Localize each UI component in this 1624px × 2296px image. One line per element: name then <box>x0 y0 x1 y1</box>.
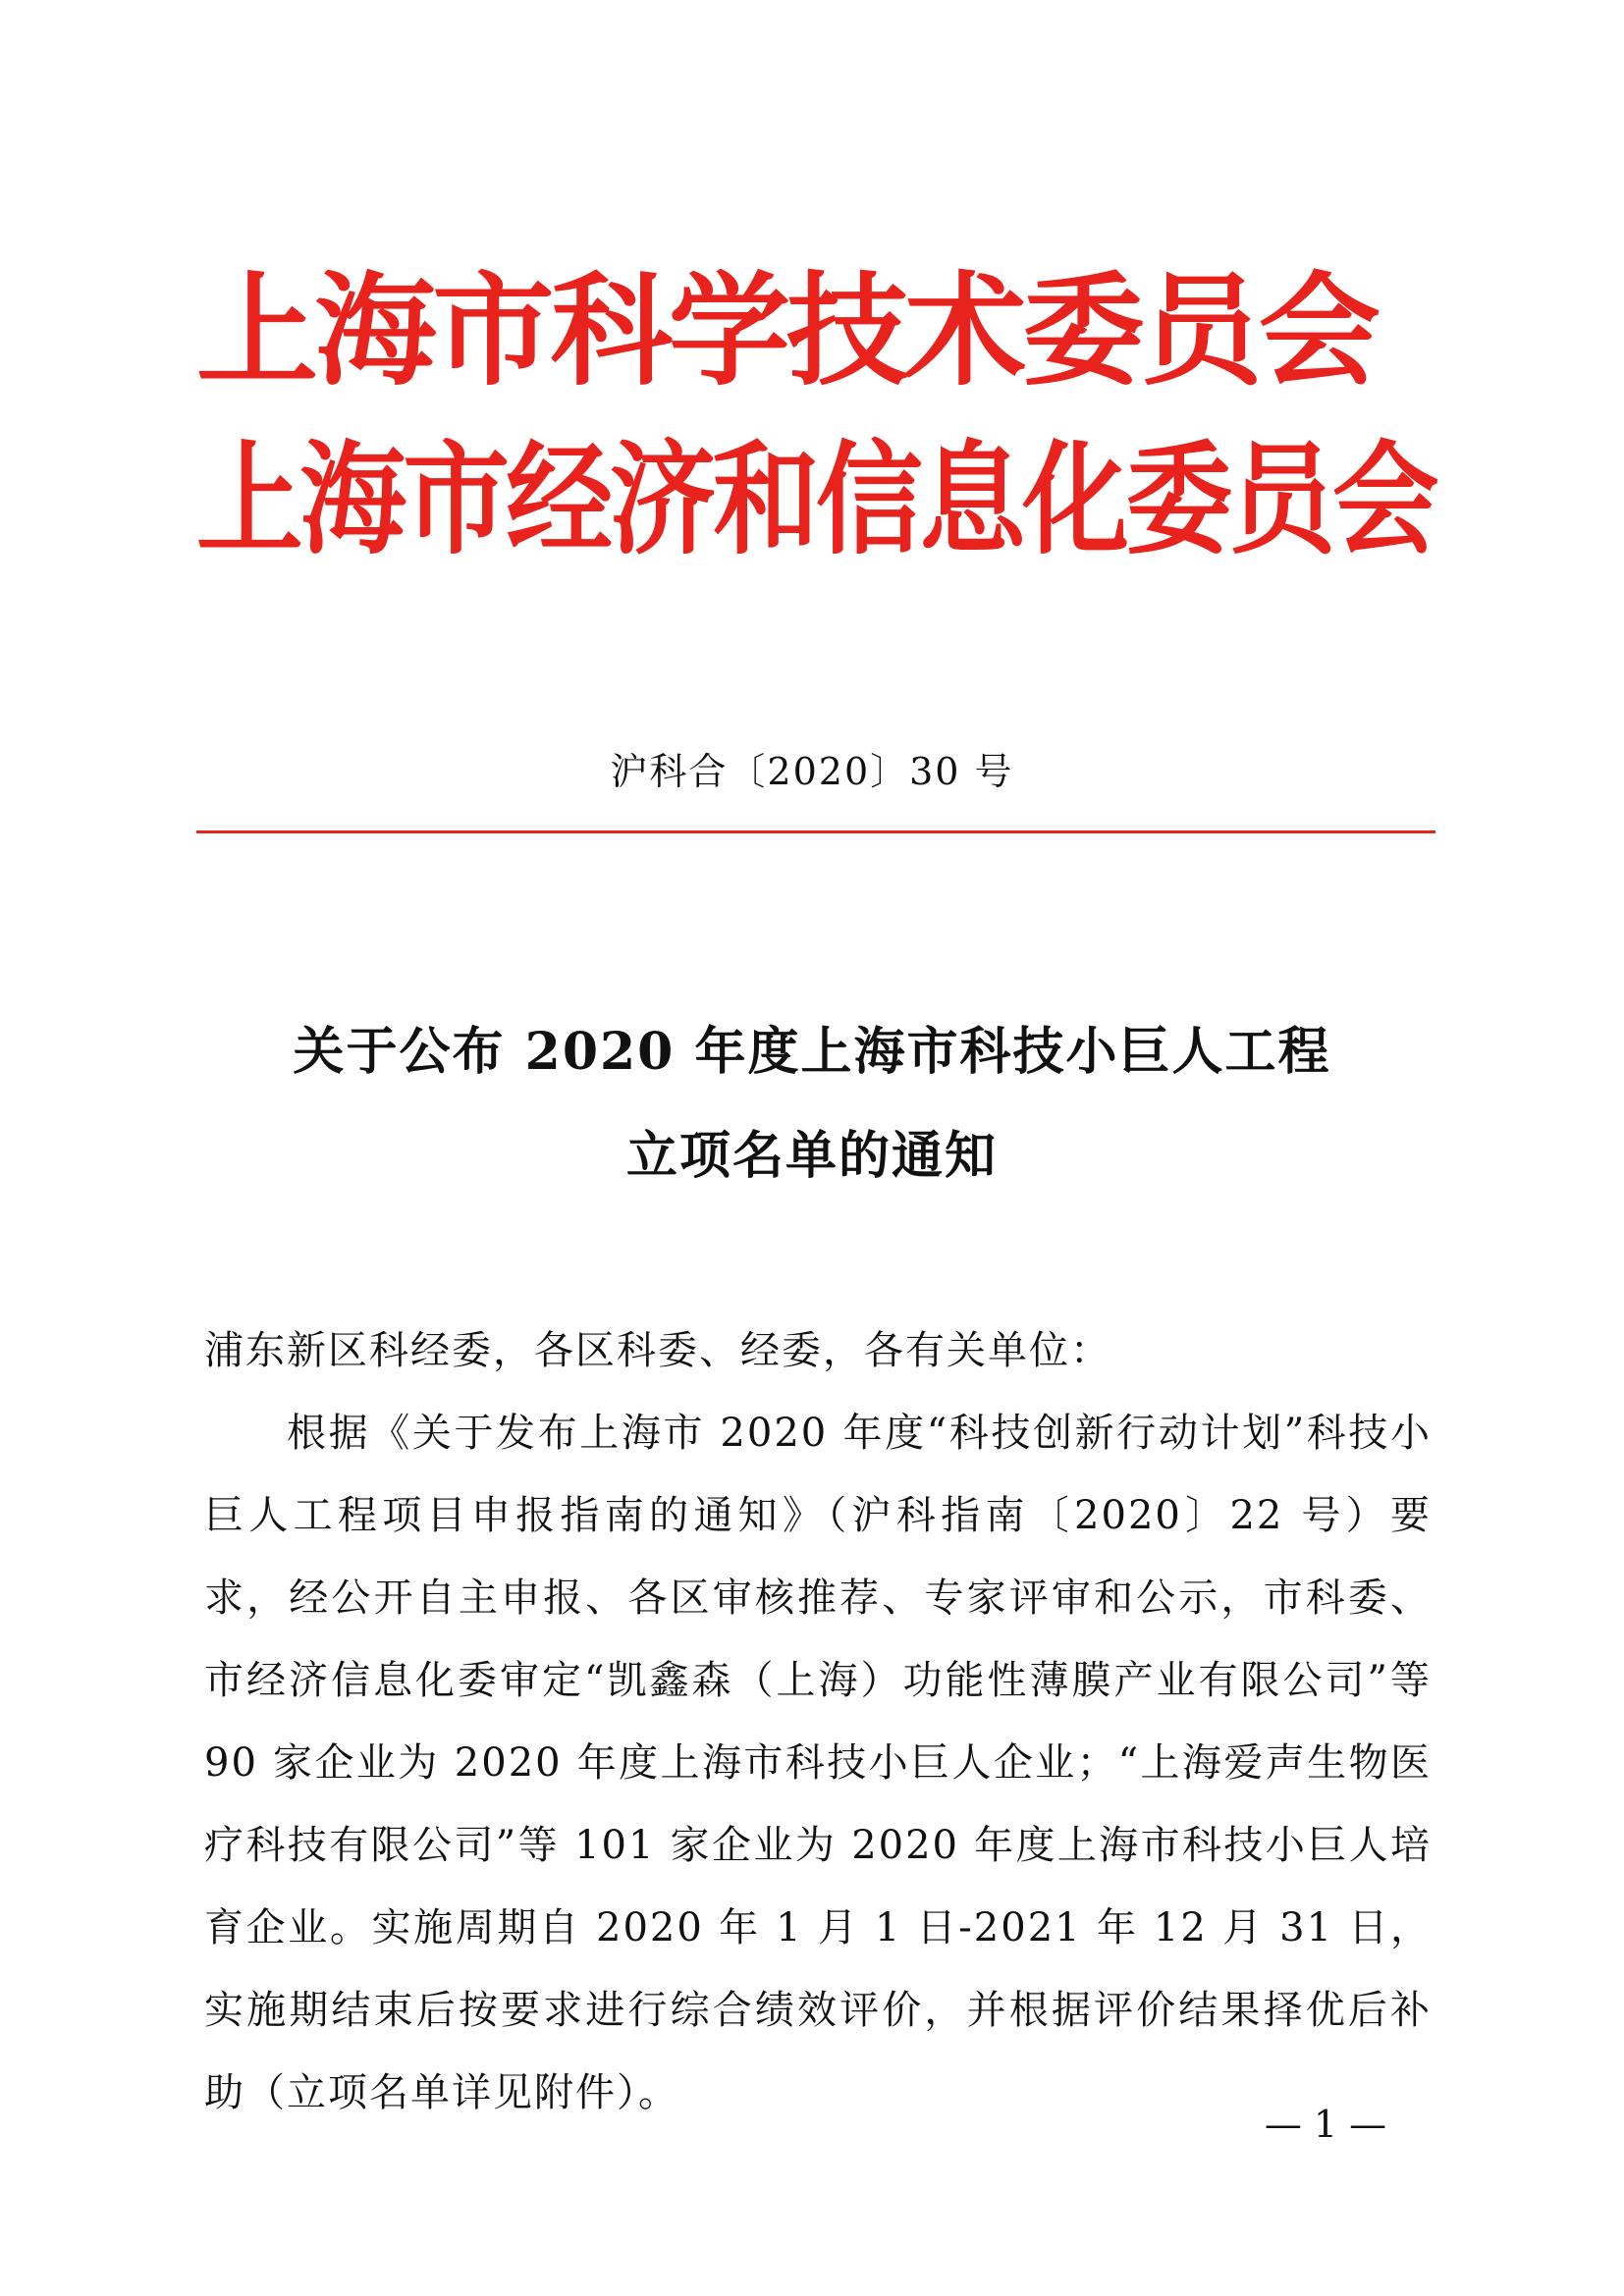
red-divider-line <box>196 830 1435 833</box>
issuer-name-science-commission: 上海市科学技术委员会 <box>196 261 1377 402</box>
body-paragraph: 根据《关于发布上海市 2020 年度“科技创新行动计划”科技小巨人工程项目申报指南的通知》（沪科指南〔2020〕22 号）要求，经公开自主申报、各区审核推荐、专家评审和公示，市科委、市经济信息化委审定“凯鑫森（上海）功能性薄膜产业有限公司”等 90 家企业为 2020 年度上海市科技小巨人企业；“上海爱声生物医疗科技有限公司”等 101 家企业为 2020 年度上海市科技小巨人培育企业。实施周期自 2020 年 1 月 1 日-2021 年 12 月 31 日，实施期结束后按要求进行综合绩效评价，并根据评价结果择优后补助（立项名单详见附件）。 <box>204 1411 1432 2115</box>
page-number: — 1 — <box>1264 2103 1387 2146</box>
document-number: 沪科合〔2020〕30 号 <box>610 750 1014 793</box>
issuer-name-economy-commission: 上海市经济和信息化委员会 <box>196 430 1436 571</box>
salutation: 浦东新区科经委，各区科委、经委，各有关单位： <box>204 1328 1111 1373</box>
notice-title-line-1: 关于公布 2020 年度上海市科技小巨人工程 <box>293 1022 1331 1082</box>
notice-title-line-2: 立项名单的通知 <box>625 1126 998 1186</box>
